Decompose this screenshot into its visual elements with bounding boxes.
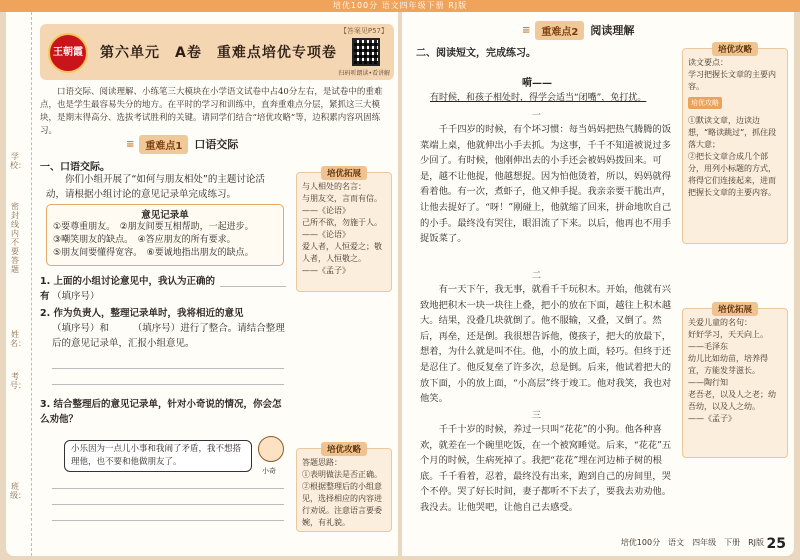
id-label: 考号：: [10, 372, 26, 390]
tips-box-tab: 培优攻略: [321, 442, 367, 456]
school-label: 学校：: [10, 152, 26, 170]
part-number: 一: [532, 111, 542, 121]
qr-code-icon[interactable]: [352, 38, 380, 66]
brand-logo: 王朝霞: [48, 33, 88, 73]
answer-line[interactable]: [52, 384, 284, 385]
tips-box-text: 与人相处的名言： 与朋友交，言而有信。 ——《论语》 己所不欲，勿施于人。 ——《论语》 爱人者，人恒爱之；敬人者，人恒敬之。 ——《孟子》: [302, 182, 382, 275]
tips-box-reading: [682, 45, 788, 244]
tips-box-text: 答题思路： ①表明做法是否正确。 ②根据整理后的小组意见，选择相应的内容进行劝说。注意语言要委婉，有礼貌。: [302, 458, 382, 527]
sub-question-1: 1. 上面的小组讨论意见中，我认为正确的有: [40, 276, 216, 302]
footer-info: 培优100分 语文 四年级 下册 RJ版: [620, 538, 764, 547]
sub-question-2: 2. 作为负责人，整理记录单时，我将相近的意见: [40, 308, 244, 319]
sub-question-1-note: （填序号）: [52, 291, 100, 302]
section1-pill: 重难点1: [139, 135, 188, 154]
binding-strip: [6, 12, 32, 556]
part-number: 二: [532, 271, 542, 281]
page-title: 第六单元 A卷 重难点培优专项卷: [100, 45, 337, 61]
tips-box-text: 关爱儿童的名句： 好好学习，天天向上。 ——毛泽东 幼儿比如幼苗，培养得宜，方能发芽滋长。 ——陶行知 老吾老，以及人之老；幼吾幼，以及人之幼。 ——《孟子》: [688, 318, 776, 423]
speech-bubble: 小乐因为一点儿小事和我闹了矛盾，我不想搭理他，也不要和他做朋友了。: [64, 440, 252, 472]
sub-question-3: 3. 结合整理后的意见记录单，针对小奇说的情况，你会怎么劝他？: [40, 399, 282, 425]
section2-title: ≡ 重难点2 阅读理解: [522, 20, 634, 40]
qr-label: 扫码听朗读•看讲解: [338, 70, 390, 77]
top-banner: 培优100分 语文四年级下册 RJ版: [0, 0, 800, 12]
record-row: ①要尊重朋友。 ②朋友间要互相帮助，一起进步。: [53, 222, 254, 232]
section2-label: 阅读理解: [590, 24, 635, 37]
answer-line[interactable]: [52, 504, 284, 505]
question-1-text: 你们小组开展了“如何与朋友相处”的主题讨论活动，请根据小组讨论的意见记录单完成练习。: [46, 174, 265, 200]
record-row: ⑤朋友间要懂得宽容。 ⑥要诚地指出朋友的缺点。: [53, 248, 254, 258]
answer-blank[interactable]: [220, 286, 286, 287]
header-banner: [40, 24, 394, 80]
section1-label: 口语交际: [194, 138, 239, 151]
no-answer-note: 密封线内不要答题: [11, 202, 19, 274]
name-label: 姓名：: [10, 330, 26, 348]
tips-box-more: ①默读文章，边读边想，“略读跳过”，抓住段落大意； ②把长文章合成几个部分，用列小标题的方式，将得它们连接起来，进而把握长文章的主要内容。: [688, 116, 777, 197]
record-title: 意见记录单: [141, 210, 189, 221]
question-2-heading: 二、阅读短文，完成练习。: [416, 48, 536, 59]
strategy-tag: 培优攻略: [688, 97, 722, 109]
kid-name: 小奇: [262, 467, 276, 475]
intro-paragraph: 口语交际、阅读理解、小练笔三大模块在小学语文试卷中占40分左右，是试卷中的重难点，也是学生最容易失分的地方。在平时的学习和训练中，直奔重难点分层，紧抓这三大模块，是期末得高分、选拔考试胜利的关键。请同学们结合“培优攻略”等，边积累内容巩固练习。: [40, 87, 383, 136]
section2-pill: 重难点2: [535, 21, 584, 40]
right-page: [402, 12, 794, 556]
tips-box-tab: 培优拓展: [712, 302, 758, 316]
answer-line[interactable]: [52, 520, 284, 521]
answer-reference: 【答案见P57】: [339, 27, 388, 35]
sub-question-2-cont: （填序号）和 （填序号）进行了整合。请结合整理后的意见记录单，汇报小组意见。: [52, 323, 285, 349]
record-row: ③嘲笑朋友的缺点。 ④答应朋友的所有要求。: [53, 235, 236, 245]
part-number: 三: [532, 411, 542, 421]
tips-box-tab: 培优拓展: [321, 166, 367, 180]
opinion-record: [46, 204, 284, 266]
tips-box-strategy: [296, 445, 392, 532]
tips-box-quotes: [682, 305, 788, 458]
question-1-heading: 一、口语交际。: [40, 162, 110, 173]
tips-box-extension: [296, 169, 392, 292]
kid-avatar: [258, 436, 284, 462]
passage-quote: 有时候，和孩子相处时，得学会适当“闭嘴”，免打扰。: [430, 93, 647, 103]
tips-box-tab: 培优攻略: [712, 42, 758, 56]
left-page: [6, 12, 398, 556]
tips-box-text: 读文要点： 学习把握长文章的主要内容。: [688, 58, 776, 91]
answer-line[interactable]: [52, 488, 284, 489]
passage-part-1: 千千四岁的时候，有个坏习惯：每当妈妈把热气腾腾的饭菜端上桌，他就伸出小手去抓。为这事，千千不知道被说过多少回了。有时候，他刚伸出去的小手还会被妈妈拨回来。可是，越不让他捉，他越想捉。因为怕他烫着，所以，妈妈就得看着他。有一次，煮虾子，他又伸手捉。我亲亲要干脆出声，让他去捉好了。“呀！”刚碰上，他就缩了回来，拼命地吹自己的小手。最终没有哭往，眼泪流了下来。以后，他再也不用手捉饭菜了。: [420, 124, 672, 245]
class-label: 班级：: [10, 482, 26, 500]
passage-part-2: 有一天下午，我无事，就看千千玩积木。开始，他就有兴致地把积木一块一块往上叠，把小的放在下面，越往上积木越大。结果，没叠几块就倒了。他不服输，又叠，又倒了。然后，再垒，还是倒。我很想告诉他，傻孩子，把大的放最下，想着，为什么就是叫不住。他，小的放上面，轻巧。但终于还是忍住了。他反复垒了许多次，总是倒。后来，他试着把大的放下面，小的放上面，“小高层”终于竣工。他对我笑，我也对他笑。: [420, 284, 672, 405]
page-number: 25: [766, 536, 786, 552]
passage-title: 嗬——: [522, 78, 552, 89]
answer-line[interactable]: [52, 368, 284, 369]
passage-part-3: 千千十岁的时候，养过一只叫“花花”的小狗。他各种喜欢，就差在一个碗里吃饭，在一个被窝睡觉。后来，“花花”五个月的时候，生病死掉了。我把“花花”埋在河边柿子树的根底。千千看着，忍着，最终没有出来，跑到自己的房间里，哭个不停。哭了好长时间，妻子都听不下去了，要我去劝劝他。我没去。让他哭吧，让他自己去感受。: [420, 424, 672, 513]
section1-title: ≡ 重难点1 口语交际: [126, 134, 238, 154]
